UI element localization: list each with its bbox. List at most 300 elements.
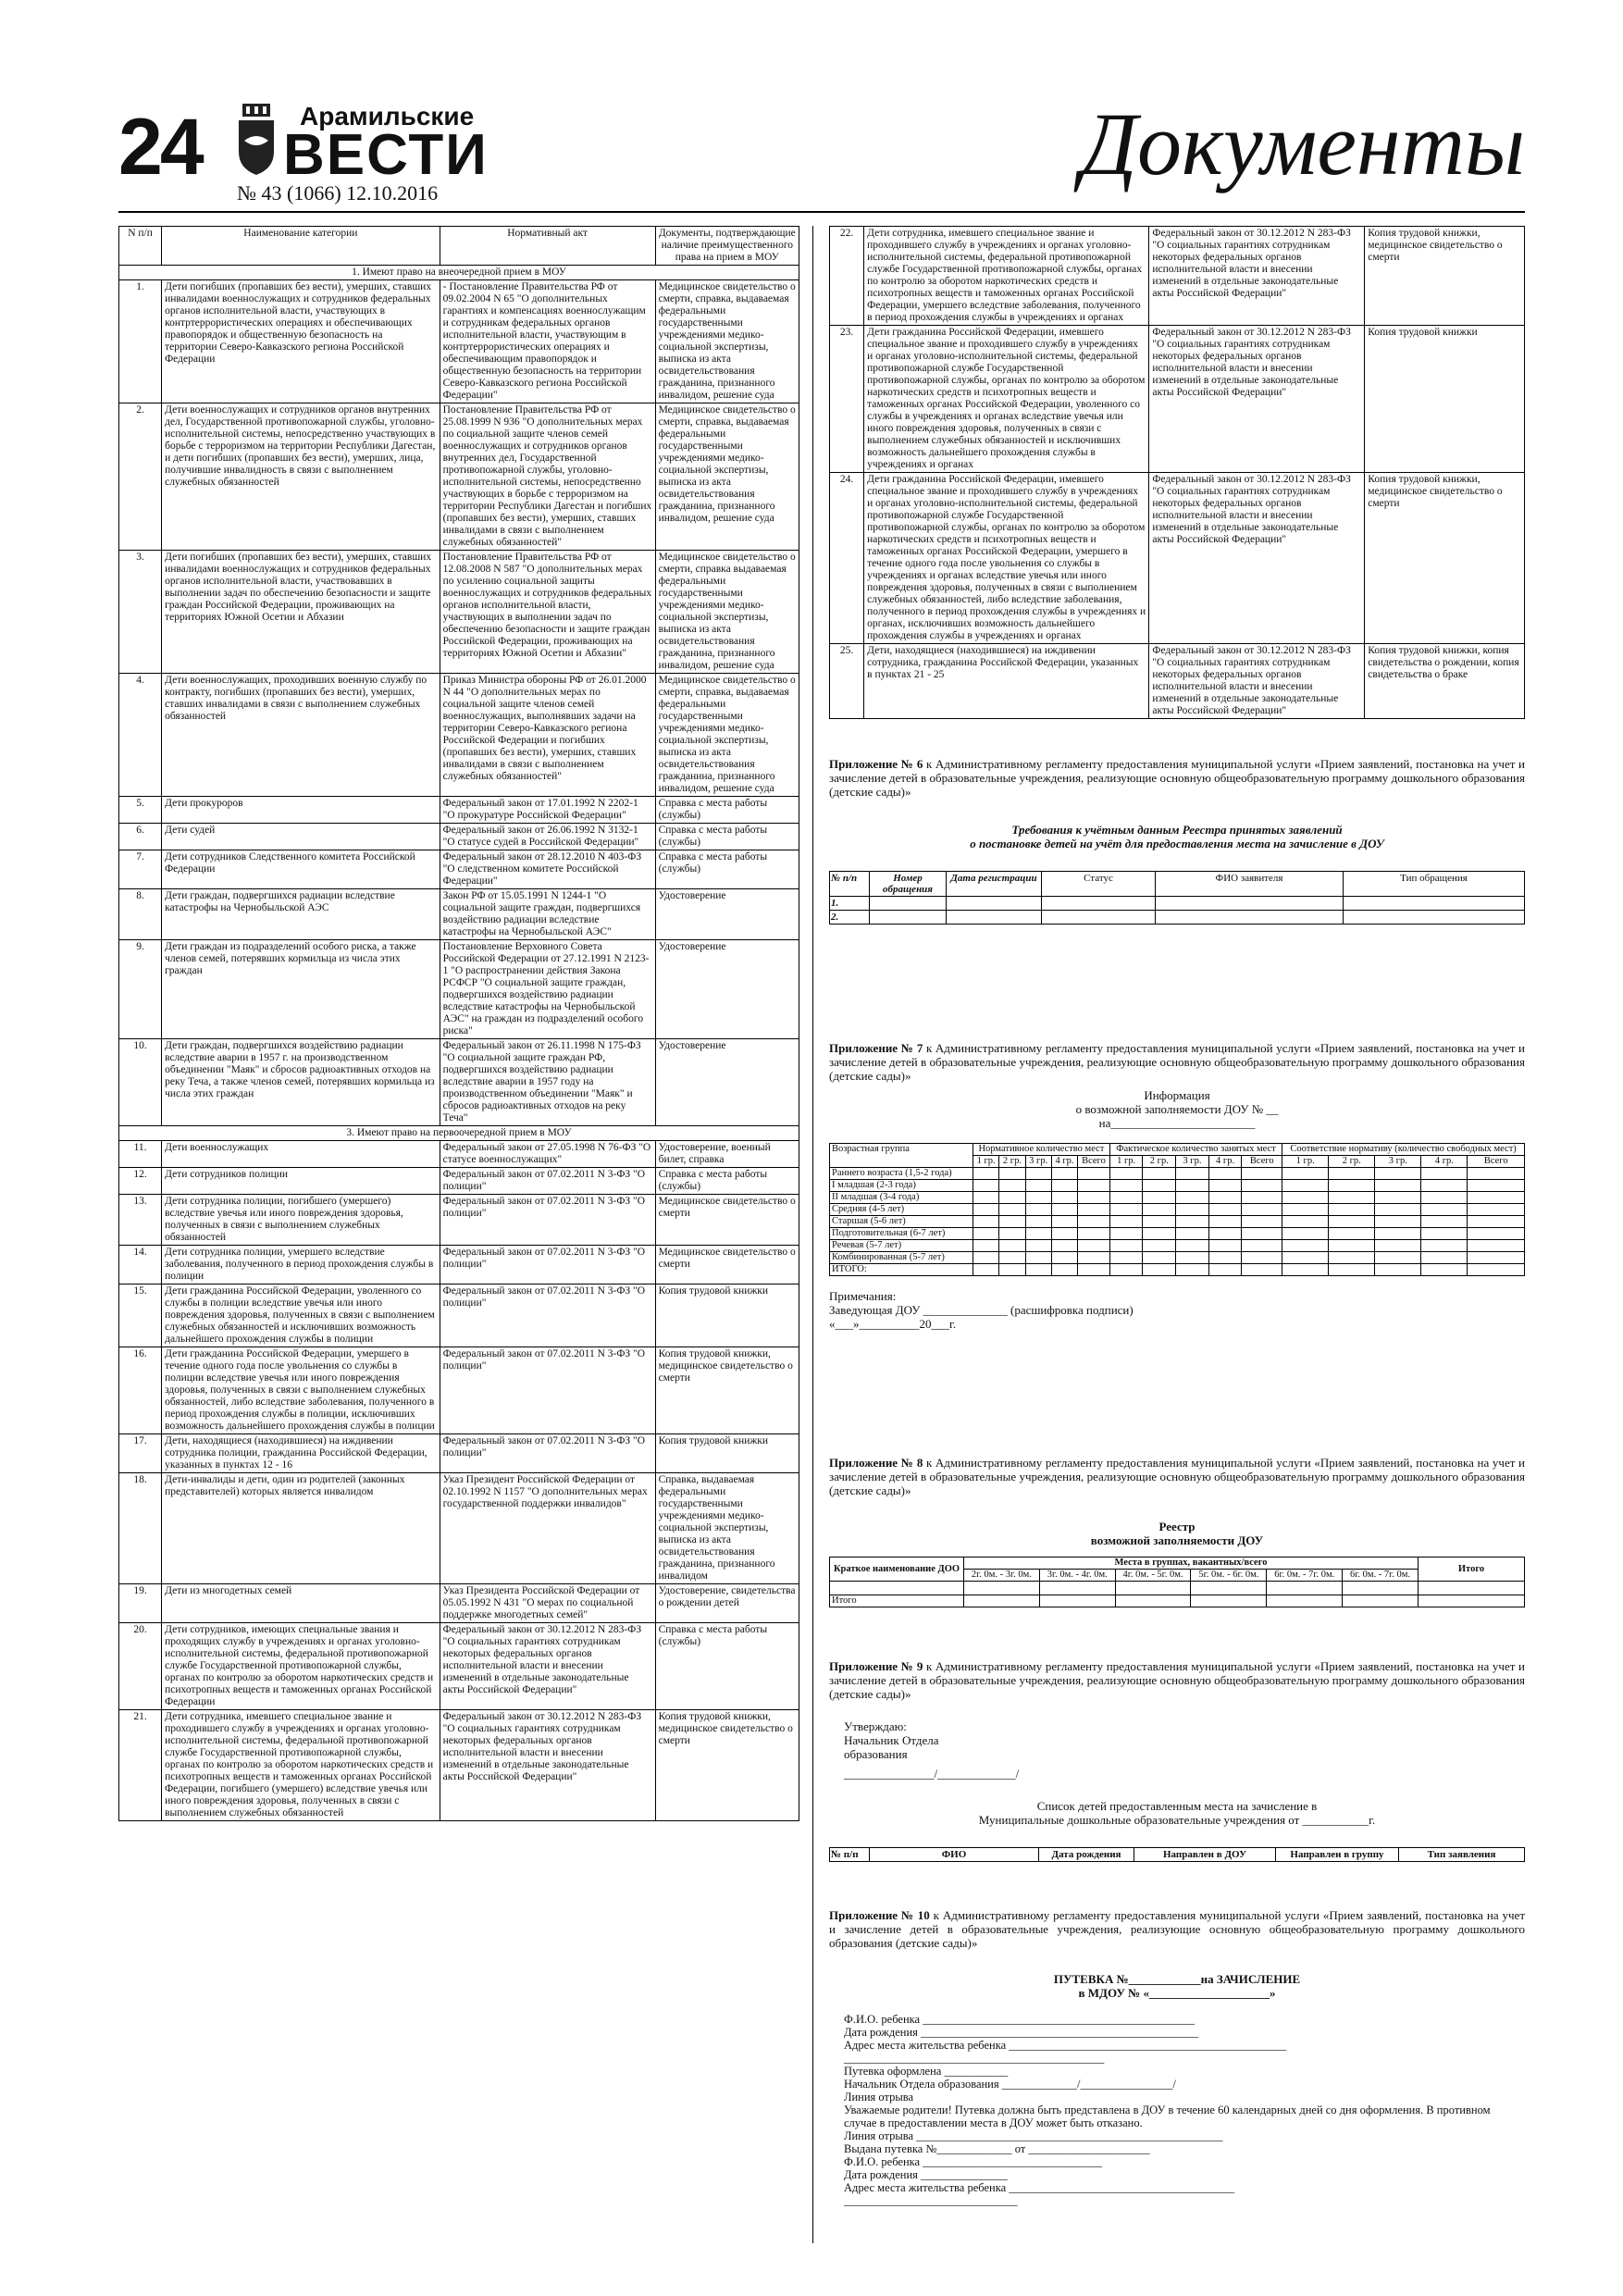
th-age-range: 6г. 0м. - 7г. 0м. [1343,1570,1419,1582]
table-cell [1329,1264,1375,1276]
row-act: Федеральный закон от 07.02.2011 N 3-ФЗ "О полиции" [440,1168,655,1195]
table-cell [1025,1204,1051,1216]
occupancy-table [829,1143,1525,1276]
table-row [119,940,799,1039]
th-age-group: Возрастная группа [830,1144,973,1168]
table-cell [1208,1240,1242,1252]
registry-title: Реестр [1158,1520,1196,1533]
table-row [119,1285,799,1347]
table-row [119,551,799,674]
table-cell [1242,1180,1282,1192]
table-cell [1143,1264,1176,1276]
table-cell [1242,1216,1282,1228]
table-cell [1329,1228,1375,1240]
appendix-text: к Административному регламенту предоставления муниципальной услуги «Прием заявлений, постановка на учет и зачисление детей в образовательные учреждения, реализующие основную общеобразовательную программу дошкольного образования (детские сады)» [829,757,1525,799]
row-act: Федеральный закон от 07.02.2011 N 3-ФЗ "О полиции" [440,1285,655,1347]
table-cell [1176,1264,1209,1276]
table-cell [1078,1252,1110,1264]
th-type: Тип заявления [1399,1848,1525,1862]
row-number: 14. [119,1246,162,1285]
row-category: Дети погибших (пропавших без вести), умерших, ставших инвалидами военнослужащих и сотрудников федеральных органов исполнительной власти, участвовавших в выполнении задач по обеспечению безопасности и защите граждан Российской Федерации, проживающих на территориях Южной Осетии и Абхазии [162,551,440,674]
table-cell [999,1192,1025,1204]
row-act: Федеральный закон от 30.12.2012 N 283-ФЗ "О социальных гарантиях сотрудникам некоторых федеральных органов исполнительной власти и внесении изменений в отдельные законодательные акты Российской Федерации" [440,1623,655,1710]
row-category: Дети сотрудника, имевшего специальное звание и проходившего службу в учреждениях и органах уголовно-исполнительной системы, федеральной противопожарной службе Государственной противопожарной службы, органах по контролю за оборотом наркотических средств и психотропных веществ и таможенных органах Российской Федерации, умершего вследствие заболевания, полученного в период прохождения службы в учреждениях и органах [864,227,1149,326]
table-cell [1176,1192,1209,1204]
children-list-table [829,1847,1525,1862]
th-age-range: 2г. 0м. - 3г. 0м. [964,1570,1040,1582]
age-group-label: Речевая (5-7 лет) [830,1240,973,1252]
row-number: 23. [830,326,864,473]
row-act: Федеральный закон от 28.12.2010 N 403-ФЗ "О следственном комитете Российской Федерации" [440,850,655,889]
row-category: Дети военнослужащих, проходивших военную службу по контракту, погибших (пропавших без вести), умерших, ставших инвалидами в связи с выполнением служебных обязанностей [162,674,440,797]
table-cell [1143,1216,1176,1228]
table-cell [1421,1180,1468,1192]
th-num: № п/п [830,872,870,897]
th-subgroup: 3 гр. [1025,1156,1051,1168]
table-cell [1282,1180,1329,1192]
row-number: 5. [119,797,162,824]
voucher-field: ______________________________ [844,2194,1018,2207]
th-subgroup: 2 гр. [1329,1156,1375,1168]
table-cell [1025,1168,1051,1180]
row-docs: Удостоверение, военный билет, справка [655,1141,799,1168]
table-cell [1242,1204,1282,1216]
appendix-title: Требования к учётным данным Реестра принятых заявлений [1011,823,1343,837]
row-act: Федеральный закон от 27.05.1998 N 76-ФЗ "О статусе военнослужащих" [440,1141,655,1168]
row-number: 8. [119,889,162,940]
table-cell [1025,1264,1051,1276]
row-act: Указ Президента Российской Федерации от 05.05.1992 N 431 "О мерах по социальной поддержке многодетных семей" [440,1584,655,1623]
appendix-text: к Административному регламенту предоставления муниципальной услуги «Прием заявлений, постановка на учет и зачисление детей в образовательные учреждения, реализующие основную общеобразовательную программу дошкольного образования (детские сады)» [829,1659,1525,1701]
table-row [119,1347,799,1434]
table-cell [1375,1240,1421,1252]
table-cell [973,1240,999,1252]
table-cell [1421,1240,1468,1252]
table-cell [1078,1264,1110,1276]
row-number: 7. [119,850,162,889]
row-docs: Справка с места работы (службы) [655,1623,799,1710]
table-cell [1078,1240,1110,1252]
th-num: № п/п [830,1848,870,1862]
table-cell [1143,1240,1176,1252]
table-cell [999,1228,1025,1240]
table-cell [1176,1204,1209,1216]
th-status: Статус [1042,872,1156,897]
brand-top: Арамильские [300,102,475,130]
table-cell [1242,1252,1282,1264]
appendix-text: к Административному регламенту предоставления муниципальной услуги «Прием заявлений, постановка на учет и зачисление детей в образовательные учреждения, реализующие основную общеобразовательную программу дошкольного образования (детские сады)» [829,1456,1525,1497]
table-cell [1078,1192,1110,1204]
row-act: Федеральный закон от 07.02.2011 N 3-ФЗ "О полиции" [440,1246,655,1285]
row-number: 6. [119,824,162,850]
table-cell [1282,1204,1329,1216]
table-cell [1375,1192,1421,1204]
th-request-type: Тип обращения [1344,872,1525,897]
voucher-subtitle: в МДОУ № «____________________» [1078,1986,1276,2000]
table-cell [1242,1228,1282,1240]
age-group-label: Комбинированная (5-7 лет) [830,1252,973,1264]
table-cell [1375,1252,1421,1264]
row-number: 19. [119,1584,162,1623]
row-number: 21. [119,1710,162,1821]
table-cell [1242,1192,1282,1204]
row-act: Федеральный закон от 30.12.2012 N 283-ФЗ "О социальных гарантиях сотрудникам некоторых федеральных органов исполнительной власти и внесении изменений в отдельные законодательные акты Российской Федерации" [440,1710,655,1821]
group-heading: 3. Имеют право на первоочередной прием в МОУ [119,1126,799,1141]
table-cell [1329,1216,1375,1228]
categories-table-continued [829,226,1525,719]
table-cell [1078,1216,1110,1228]
table-cell [1143,1204,1176,1216]
row-act: Постановление Правительства РФ от 25.08.1999 N 936 "О дополнительных мерах по социальной защите членов семей военнослужащих и сотрудников органов внутренних дел, Государственной противопожарной службы, уголовно-исполнительной системы, непосредственно участвующих в борьбе с терроризмом на территории Республики Дагестан и погибших (пропавших без вести), умерших, ставших инвалидами в связи с выполнением служебных обязанностей" [440,403,655,551]
row-category: Дети гражданина Российской Федерации, имевшего специальное звание и проходившего службу в учреждениях и органах уголовно-исполнительной системы, федеральной противопожарной службе Государственной противопожарной службы, органах по контролю за оборотом наркотических средств и психотропных веществ и таможенных органах Российской Федерации, уволенного со службы в учреждениях и органах вследствие увечья или иного повреждения здоровья, полученных в связи с выполнением служебных обязанностей и исключивших возможность дальнейшего прохождения службы в учреждениях и органах [864,326,1149,473]
row-act: Указ Президент Российской Федерации от 02.10.1992 N 1157 "О дополнительных мерах государственной поддержки инвалидов" [440,1473,655,1584]
table-cell [1208,1204,1242,1216]
table-cell [1282,1264,1329,1276]
th-group: Направлен в группу [1276,1848,1399,1862]
table-cell [1208,1228,1242,1240]
appendix-lead: Приложение № 10 [829,1908,930,1922]
row-docs: Справка с места работы (службы) [655,824,799,850]
table-cell [999,1252,1025,1264]
row-act: Постановление Правительства РФ от 12.08.2008 N 587 "О дополнительных мерах по усилению социальной защиты военнослужащих и сотрудников федеральных органов исполнительной власти, участвующих в выполнении задач по обеспечению безопасности и защите граждан Российской Федерации, проживающих на территориях Южной Осетии и Абхазии" [440,551,655,674]
th-reg-date: Дата регистрации [947,872,1042,897]
table-cell [1468,1216,1525,1228]
th-subgroup: 3 гр. [1176,1156,1209,1168]
table-cell [1051,1252,1077,1264]
row-docs: Медицинское свидетельство о смерти [655,1246,799,1285]
th-age-range: 4г. 0м. - 5г. 0м. [1115,1570,1191,1582]
table-cell [973,1216,999,1228]
table-cell [1143,1168,1176,1180]
table-row [119,1168,799,1195]
table-cell [1109,1228,1143,1240]
table-cell [1109,1216,1143,1228]
appendix-6 [829,757,1525,925]
table-cell [1282,1240,1329,1252]
appendix-lead: Приложение № 7 [829,1041,923,1055]
row-act: Федеральный закон от 17.01.1992 N 2202-1 "О прокуратуре Российской Федерации" [440,797,655,824]
th-normative: Нормативное количество мест [973,1144,1110,1156]
appendix-9 [829,1659,1525,1862]
table-row [119,1039,799,1126]
th-subgroup: Всего [1242,1156,1282,1168]
table-row [119,403,799,551]
brand-main: ВЕСТИ [283,123,489,187]
row-number: 18. [119,1473,162,1584]
table-cell [1329,1168,1375,1180]
appendix-lead: Приложение № 6 [829,757,923,771]
voucher-field: Путевка оформлена ___________ [844,2065,1009,2078]
table-cell [1208,1264,1242,1276]
th-docs: Документы, подтверждающие наличие преимущественного права на прием в МОУ [655,227,799,266]
table-cell [1176,1216,1209,1228]
appendix-7 [829,1041,1525,1331]
th-total: Итого [1419,1558,1525,1582]
table-row [830,1240,1525,1252]
row-number: 13. [119,1195,162,1246]
row-act: - Постановление Правительства РФ от 09.02.2004 N 65 "О дополнительных гарантиях и компенсациях военнослужащим и сотрудникам федеральных органов исполнительной власти, участвующим в контртеррористических операциях и обеспечивающим правопорядок и общественную безопасность на территории Северо-Кавказского региона Российской Федерации" [440,280,655,403]
table-cell [1025,1216,1051,1228]
table-cell [1468,1204,1525,1216]
row-docs: Копия трудовой книжки, копия свидетельства о рождении, копия свидетельства о браке [1365,644,1525,719]
row-number: 4. [119,674,162,797]
table-cell [973,1204,999,1216]
age-group-label: Раннего возраста (1,5-2 года) [830,1168,973,1180]
table-cell [1078,1168,1110,1180]
table-row [830,326,1525,473]
table-cell [1375,1228,1421,1240]
row-category: Дети сотрудников, имеющих специальные звания и проходящих службу в учреждениях и органах уголовно-исполнительной системы, федеральной противопожарной службе Государственной противопожарной службы, органах по контролю за оборотом наркотических средств и психотропных веществ и таможенных органах Российской Федерации [162,1623,440,1710]
row-docs: Медицинское свидетельство о смерти, справка, выдаваемая федеральными государственными учреждениями медико-социальной экспертизы, выписка из акта освидетельствования гражданина, признанного инвалидом, решение суда [655,280,799,403]
table-cell [1421,1192,1468,1204]
table-cell [1421,1228,1468,1240]
notes-label: Примечания: [829,1289,897,1303]
table-cell [1208,1216,1242,1228]
table-cell [1109,1264,1143,1276]
notes-signature: Заведующая ДОУ ______________ (расшифровка подписи) [829,1303,1134,1317]
table-cell [999,1168,1025,1180]
table-cell [1329,1192,1375,1204]
info-title: Информация [1144,1088,1210,1102]
section-title: Документы [1080,94,1525,193]
th-name: Краткое наименование ДОО [830,1558,964,1582]
row-docs: Удостоверение, свидетельства о рождении детей [655,1584,799,1623]
th-actual: Фактическое количество занятых мест [1109,1144,1282,1156]
row-category: Дети граждан, подвергшихся радиации вследствие катастрофы на Чернобыльской АЭС [162,889,440,940]
table-row [830,1252,1525,1264]
voucher-field: Линия отрыва _____________________________________________________ [844,2129,1223,2142]
table-row [830,1228,1525,1240]
table-cell [1176,1240,1209,1252]
row-act: Федеральный закон от 07.02.2011 N 3-ФЗ "О полиции" [440,1434,655,1473]
table-cell [1421,1264,1468,1276]
table-cell [1051,1180,1077,1192]
page-number: 24 [118,103,202,192]
age-group-label: I младшая (2-3 года) [830,1180,973,1192]
th-age-range: 6г. 0м. - 7г. 0м. [1267,1570,1343,1582]
th-subgroup: 1 гр. [1282,1156,1329,1168]
age-group-label: Средняя (4-5 лет) [830,1204,973,1216]
row-docs: Копия трудовой книжки, медицинское свидетельство о смерти [655,1710,799,1821]
age-group-label: ИТОГО: [830,1264,973,1276]
table-cell [1143,1192,1176,1204]
voucher-field: Ф.И.О. ребенка _______________________________ [844,2155,1102,2168]
table-cell [1208,1168,1242,1180]
table-row [830,473,1525,644]
table-cell [1421,1216,1468,1228]
table-cell [1282,1228,1329,1240]
table-cell [1109,1168,1143,1180]
voucher-field: Уважаемые родители! Путевка должна быть представлена в ДОУ в течение 60 календарных дней со дня оформления. В противном случае в предоставлении места в ДОУ может быть отказано. [844,2104,1491,2129]
row-category: Дети сотрудников Следственного комитета Российской Федерации [162,850,440,889]
issue-number: № 43 (1066) 12.10.2016 [237,181,439,205]
column-divider [812,226,813,2243]
coat-of-arms-icon [237,104,276,176]
table-row [119,797,799,824]
table-row [830,1204,1525,1216]
table-cell [1329,1204,1375,1216]
th-age-range: 5г. 0м. - 6г. 0м. [1191,1570,1267,1582]
th-subgroup: 4 гр. [1208,1156,1242,1168]
appendix-text: к Административному регламенту предоставления муниципальной услуги «Прием заявлений, постановка на учет и зачисление детей в образовательные учреждения, реализующие основную общеобразовательную программу дошкольного образования (детские сады)» [829,1041,1525,1083]
row-number: 2. [119,403,162,551]
capacity-registry-table [829,1557,1525,1607]
total-row-label: Итого [830,1595,964,1607]
table-cell [1025,1228,1051,1240]
table-cell [1051,1240,1077,1252]
row-number: 24. [830,473,864,644]
voucher-field: Начальник Отдела образования _____________/________________/ [844,2078,1176,2091]
voucher-field: Дата рождения ________________________________________________ [844,2026,1199,2039]
table-cell [1468,1168,1525,1180]
row-docs: Копия трудовой книжки [1365,326,1525,473]
approve-dept: образования [844,1747,908,1761]
registry-subtitle: возможной заполняемости ДОУ [1090,1533,1264,1547]
table-cell [999,1240,1025,1252]
row-category: Дети судей [162,824,440,850]
age-group-label: II младшая (3-4 года) [830,1192,973,1204]
row-number: 16. [119,1347,162,1434]
th-fio: ФИО [870,1848,1039,1862]
voucher-field: Адрес места жительства ребенка ________________________________________________ [844,2039,1287,2052]
th-applicant: ФИО заявителя [1156,872,1344,897]
th-category: Наименование категории [162,227,440,266]
row-number: 3. [119,551,162,674]
voucher-field: Линия отрыва [844,2091,914,2104]
table-cell [973,1168,999,1180]
row-docs: Медицинское свидетельство о смерти, справка, выдаваемая федеральными государственными учреждениями медико-социальной экспертизы, выписка из акта освидетельствования гражданина, признанного инвалидом, решение суда [655,674,799,797]
voucher-field: Адрес места жительства ребенка _______________________________________ [844,2181,1235,2194]
table-cell [1143,1180,1176,1192]
row-category: Дети гражданина Российской Федерации, имевшего специальное звание и проходившего службу в учреждениях и органах уголовно-исполнительной системы, федеральной противопожарной службе Государственной противопожарной службы, органах по контролю за оборотом наркотических средств и психотропных веществ и таможенных органах Российской Федерации, умершего в течение одного года после увольнения со службы в учреждениях и органах вследствие увечья или иного повреждения здоровья, полученных в связи с выполнением служебных обязанностей, либо вследствие заболевания, полученного в период прохождения службы в учреждениях и органах, исключивших возможность дальнейшего прохождения службы в учреждениях и органах [864,473,1149,644]
voucher-field: _____________________________________________ [844,2052,1105,2065]
table-cell [1421,1252,1468,1264]
th-birthdate: Дата рождения [1039,1848,1134,1862]
th-subgroup: 2 гр. [999,1156,1025,1168]
table-cell [1282,1168,1329,1180]
table-cell [973,1228,999,1240]
row-act: Постановление Верховного Совета Российской Федерации от 27.12.1991 N 2123-1 "О распространении действия Закона РСФСР "О социальной защите граждан, подвергшихся воздействию радиации вследствие катастрофы на Чернобыльской АЭС" на граждан из подразделений особого риска" [440,940,655,1039]
table-cell [1329,1180,1375,1192]
table-cell [1051,1192,1077,1204]
row-docs: Копия трудовой книжки [655,1434,799,1473]
row-category: Дети, находящиеся (находившиеся) на иждивении сотрудника, гражданина Российской Федерации, указанных в пунктах 21 - 25 [864,644,1149,719]
info-subtitle: о возможной заполняемости ДОУ № __ [1075,1102,1279,1116]
row-docs: Удостоверение [655,889,799,940]
row-number: 22. [830,227,864,326]
th-compliance: Соответствие нормативу (количество свободных мест) [1282,1144,1525,1156]
table-row [830,1192,1525,1204]
table-row [830,227,1525,326]
table-cell [1468,1228,1525,1240]
group-heading: 1. Имеют право на внеочередной прием в МОУ [119,266,799,280]
table-cell [973,1252,999,1264]
table-cell [1025,1252,1051,1264]
table-cell [1208,1192,1242,1204]
table-row [119,1584,799,1623]
row-docs: Медицинское свидетельство о смерти [655,1195,799,1246]
table-cell [1051,1228,1077,1240]
voucher-title: ПУТЕВКА №____________на ЗАЧИСЛЕНИЕ [1053,1972,1301,1986]
th-num: N п/п [119,227,162,266]
approve-signature: _______________/_____________/ [844,1767,1020,1781]
row-category: Дети граждан, подвергшихся воздействию радиации вследствие аварии в 1957 г. на производственном объединении "Маяк" и сбросов радиоактивных отходов на реку Теча, а также членов семей, потерявших кормильца из числа этих граждан [162,1039,440,1126]
table-row [119,889,799,940]
row-docs: Копия трудовой книжки [655,1285,799,1347]
table-row [119,1473,799,1584]
row-act: Закон РФ от 15.05.1991 N 1244-1 "О социальной защите граждан, подвергшихся воздействию радиации вследствие катастрофы на Чернобыльской АЭС" [440,889,655,940]
table-cell [1282,1192,1329,1204]
row-number: 1. [119,280,162,403]
th-subgroup: 4 гр. [1051,1156,1077,1168]
registry-requirements-table [829,871,1525,925]
row-category: Дети сотрудника, имевшего специальное звание и проходившего службу в учреждениях и органах уголовно-исполнительной системы, федеральной противопожарной службе Государственной противопожарной службы, органах по контролю за оборотом наркотических средств и психотропных веществ и таможенных органах Российской Федерации, погибшего (умершего) вследствие увечья или иного повреждения здоровья, полученных в связи с выполнением служебных обязанностей [162,1710,440,1821]
table-row [830,1264,1525,1276]
table-cell [1375,1168,1421,1180]
table-cell [1242,1264,1282,1276]
row-docs: Справка с места работы (службы) [655,797,799,824]
voucher-field: Выдана путевка №_____________ от _____________________ [844,2142,1150,2155]
row-docs: Удостоверение [655,940,799,1039]
categories-table [118,226,799,1821]
row-number: 2. [830,911,870,925]
table-row [830,1180,1525,1192]
th-dou: Направлен в ДОУ [1134,1848,1276,1862]
row-number: 10. [119,1039,162,1126]
table-row [119,1710,799,1821]
voucher-field: Дата рождения _______________ [844,2168,1008,2181]
table-cell [1025,1240,1051,1252]
table-cell [1375,1180,1421,1192]
row-category: Дети из многодетных семей [162,1584,440,1623]
row-category: Дети сотрудника полиции, погибшего (умершего) вследствие увечья или иного повреждения здоровья, полученных в связи с выполнением служебных обязанностей [162,1195,440,1246]
row-number: 11. [119,1141,162,1168]
th-subgroup: Всего [1468,1156,1525,1168]
table-row [119,674,799,797]
row-docs: Копия трудовой книжки, медицинское свидетельство о смерти [655,1347,799,1434]
row-category: Дети, находящиеся (находившиеся) на иждивении сотрудника полиции, гражданина Российской Федерации, указанных в пунктах 12 - 16 [162,1434,440,1473]
row-act: Федеральный закон от 30.12.2012 N 283-ФЗ "О социальных гарантиях сотрудникам некоторых федеральных органов исполнительной власти и внесении изменений в отдельные законодательные акты Российской Федерации" [1149,227,1365,326]
row-docs: Справка с места работы (службы) [655,850,799,889]
row-docs: Справка, выдаваемая федеральными государственными учреждениями медико-социальной экспертизы, выписка из акта освидетельствования гражданина, признанного инвалидом [655,1473,799,1584]
row-docs: Справка с места работы (службы) [655,1168,799,1195]
row-category: Дети прокуроров [162,797,440,824]
row-number: 1. [830,897,870,911]
row-number: 15. [119,1285,162,1347]
table-cell [1078,1204,1110,1216]
th-subgroup: 1 гр. [1109,1156,1143,1168]
row-category: Дети сотрудника полиции, умершего вследствие заболевания, полученного в период прохождения службы в полиции [162,1246,440,1285]
approve-label: Утверждаю: [844,1719,907,1733]
row-category: Дети погибших (пропавших без вести), умерших, ставших инвалидами военнослужащих и сотрудников федеральных органов исполнительной власти, участвующих в контртеррористических операциях и обеспечивающих правопорядок и общественную безопасность на территории Северо-Кавказского региона Российской Федерации [162,280,440,403]
table-row [119,1623,799,1710]
table-cell [1468,1252,1525,1264]
table-cell [1282,1252,1329,1264]
approve-position: Начальник Отдела [844,1733,939,1747]
header-rule [118,211,1525,213]
th-subgroup: 4 гр. [1421,1156,1468,1168]
th-places: Места в группах, вакантных/всего [964,1558,1419,1570]
th-subgroup: Всего [1078,1156,1110,1168]
table-row [119,1141,799,1168]
row-category: Дети военнослужащих и сотрудников органов внутренних дел, Государственной противопожарной службы, уголовно-исполнительной системы, непосредственно участвующих в борьбе с терроризмом на территории Республики Дагестан, и дети погибших (пропавших без вести), умерших, лица, получившие инвалидность в связи с выполнением служебных обязанностей [162,403,440,551]
row-category: Дети гражданина Российской Федерации, уволенного со службы в полиции вследствие увечья или иного повреждения здоровья, полученных в связи с выполнением служебных обязанностей и исключивших возможность дальнейшего прохождения службы в полиции [162,1285,440,1347]
voucher-field: Ф.И.О. ребенка _______________________________________________ [844,2013,1195,2026]
th-subgroup: 1 гр. [973,1156,999,1168]
appendix-text: к Административному регламенту предоставления муниципальной услуги «Прием заявлений, постановка на учет и зачисление детей в образовательные учреждения, реализующие основную общеобразовательную программу дошкольного образования (детские сады)» [829,1908,1526,1950]
row-number: 25. [830,644,864,719]
table-cell [1468,1192,1525,1204]
